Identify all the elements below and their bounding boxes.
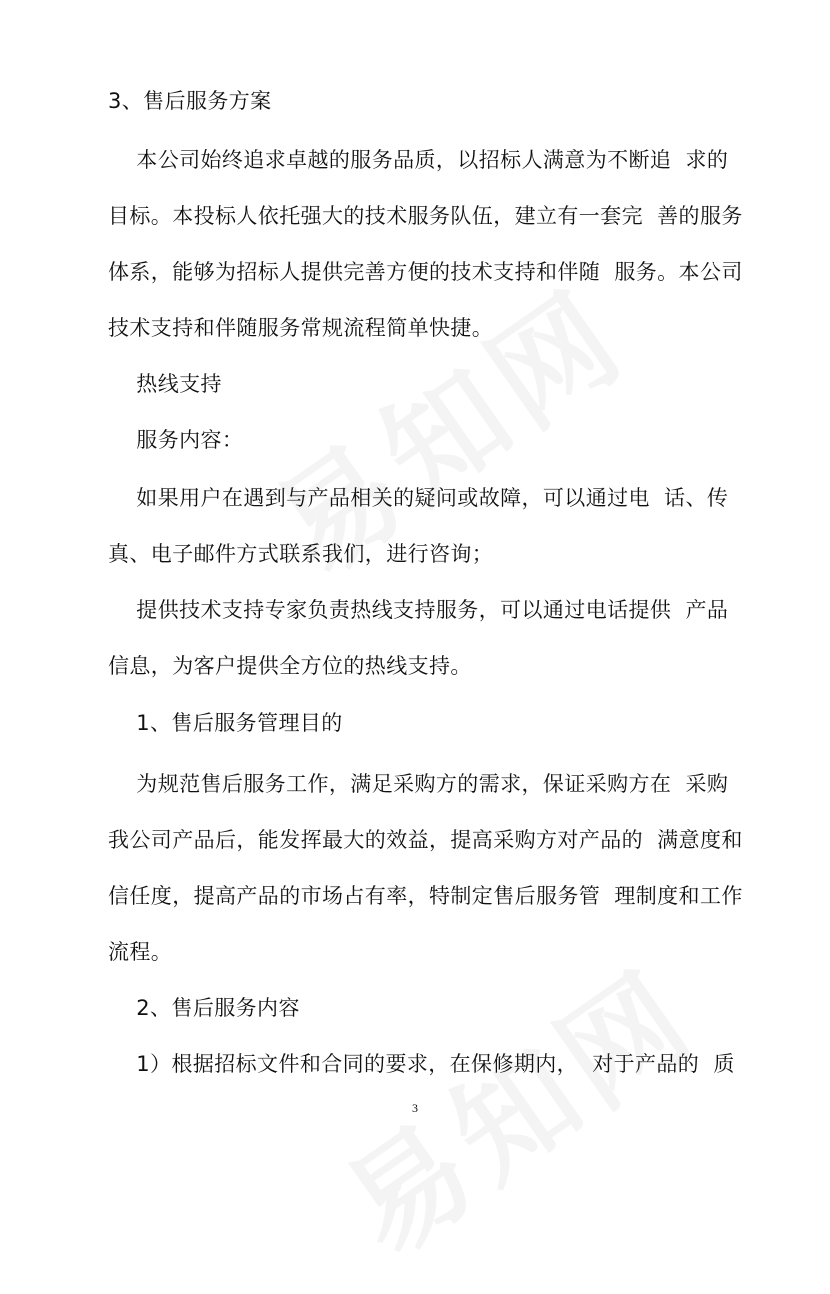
paragraph-line: 信息，为客户提供全方位的热线支持。 — [108, 654, 472, 678]
paragraph-line: 提供技术支持专家负责热线支持服务，可以通过电话提供 产品 — [108, 598, 729, 622]
paragraph-line: 本公司始终追求卓越的服务品质，以招标人满意为不断追 求的 — [108, 148, 729, 172]
paragraph-line: 技术支持和伴随服务常规流程简单快捷。 — [108, 316, 494, 340]
paragraph-line: 为规范售后服务工作，满足采购方的需求，保证采购方在 采购 — [108, 772, 729, 796]
service-label: 服务内容： — [108, 428, 244, 452]
paragraph-line: 体系，能够为招标人提供完善方便的技术支持和伴随 服务。本公司 — [108, 260, 743, 284]
hotline-title: 热线支持 — [108, 372, 222, 396]
paragraph-line: 真、电子邮件方式联系我们，进行咨询； — [108, 542, 494, 566]
paragraph-line: 流程。 — [108, 940, 173, 964]
section-title: 2、售后服务内容 — [108, 996, 300, 1020]
paragraph-line: 如果用户在遇到与产品相关的疑问或故障，可以通过电 话、传 — [108, 486, 729, 510]
section-title: 1、售后服务管理目的 — [108, 711, 343, 735]
paragraph-line: 我公司产品后，能发挥最大的效益，提高采购方对产品的 满意度和 — [108, 828, 743, 852]
page-number: 3 — [412, 1101, 418, 1115]
section-heading: 3、售后服务方案 — [108, 89, 272, 113]
paragraph-line: 信任度，提高产品的市场占有率，特制定售后服务管 理制度和工作 — [108, 884, 743, 908]
paragraph-line: 1）根据招标文件和合同的要求，在保修期内， 对于产品的 质 — [108, 1052, 735, 1076]
paragraph-line: 目标。本投标人依托强大的技术服务队伍，建立有一套完 善的服务 — [108, 204, 743, 228]
